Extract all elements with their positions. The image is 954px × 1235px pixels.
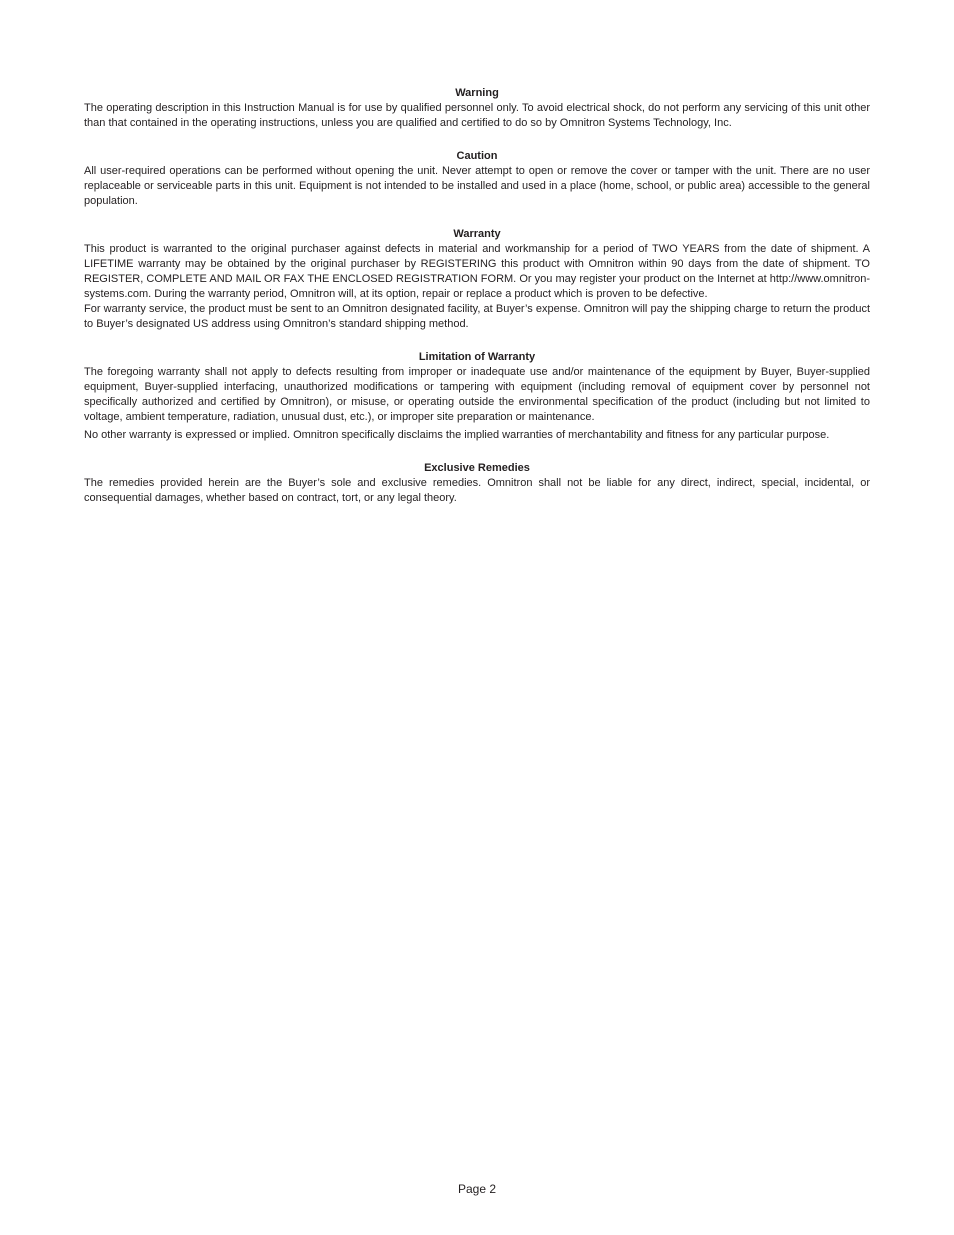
document-body (84, 86, 870, 506)
caution-paragraph: All user-required operations can be performed without opening the unit. Never attempt to open or remove the cover or tamper with the unit. There are no user replaceable or serviceable parts in this unit. Equipment is not intended to be installed and used in a place (home, school, or public area) accessible to the general population. (84, 165, 870, 207)
warning-paragraph: The operating description in this Instruction Manual is for use by qualified personnel only. To avoid electrical shock, do not perform any servicing of this unit other than that contained in the operating instructions, unless you are qualified and certified to do so by Omnitron Systems Technology, Inc. (84, 102, 870, 129)
section-heading-warranty: Warranty (453, 228, 501, 240)
limitation-of-warranty-section (84, 350, 870, 443)
exclusive-remedies-paragraph: The remedies provided herein are the Buyer’s sole and exclusive remedies. Omnitron shall not be liable for any direct, indirect, special, incidental, or consequential damages, whether based on contract, tort, or any legal theory. (84, 477, 870, 504)
limitation-paragraph-disclaimer: No other warranty is expressed or implied. Omnitron specifically disclaims the implied warranties of merchantability and fitness for any particular purpose. (84, 429, 830, 441)
section-heading-caution: Caution (456, 150, 498, 162)
section-heading-limitation-of-warranty: Limitation of Warranty (418, 351, 536, 363)
section-heading-exclusive-remedies: Exclusive Remedies (424, 462, 530, 474)
caution-section (84, 149, 870, 209)
section-heading-warning: Warning (455, 87, 499, 99)
warranty-section (84, 227, 870, 332)
page-number: Page 2 (457, 1182, 497, 1196)
warning-section (84, 86, 870, 131)
exclusive-remedies-section (84, 461, 870, 506)
warranty-paragraph-terms: This product is warranted to the original purchaser against defects in material and workmanship for a period of TWO YEARS from the date of shipment. A LIFETIME warranty may be obtained by the original purchaser by REGISTERING this product with Omnitron within 90 days from the date of shipment. TO REGISTER, COMPLETE AND MAIL OR FAX THE ENCLOSED REGISTRATION FORM. Or you may register your product on the Internet at http://www.omnitron-systems.com. During the warranty period, Omnitron will, at its option, repair or replace a product which is proven to be defective. (84, 243, 870, 300)
limitation-paragraph-exclusions: The foregoing warranty shall not apply to defects resulting from improper or inadequate use and/or maintenance of the equipment by Buyer, Buyer-supplied equipment, Buyer-supplied interfacing, unauthorized modifications or tampering with equipment (including removal of equipment cover by personnel not specifically authorized and certified by Omnitron), or misuse, or operating outside the environmental specification of the product (including but not limited to voltage, ambient temperature, radiation, unusual dust, etc.), or improper site preparation or maintenance. (84, 366, 870, 423)
warranty-paragraph-service: For warranty service, the product must be sent to an Omnitron designated facility, at Buyer’s expense. Omnitron will pay the shipping charge to return the product to Buyer’s designated US address using Omnitron’s standard shipping method. (84, 303, 870, 330)
